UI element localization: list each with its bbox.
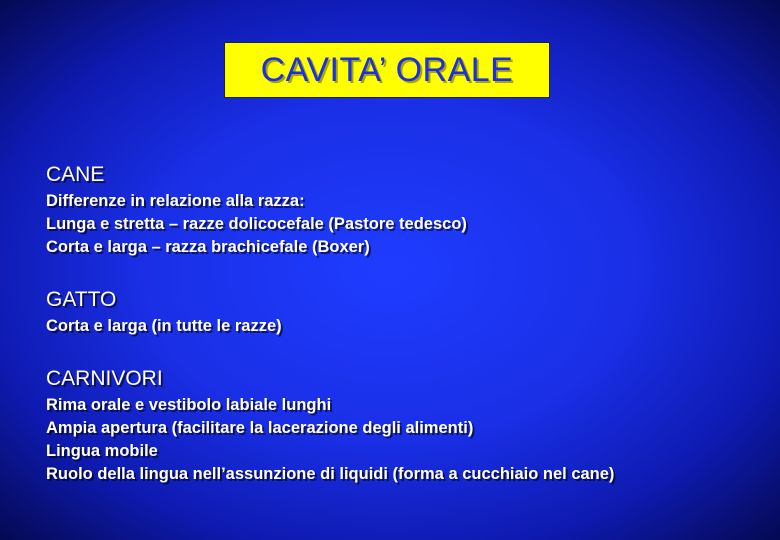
bullet-line: Ruolo della lingua nell’assunzione di liquidi (forma a cucchiaio nel cane) — [46, 465, 615, 483]
section-cane — [46, 160, 766, 259]
bullet-line: Lunga e stretta – razze dolicocefale (Pastore tedesco) — [46, 215, 467, 233]
bullet-line: Ampia apertura (facilitare la lacerazione degli alimenti) — [46, 419, 474, 437]
slide-title: CAVITA’ ORALE — [260, 50, 514, 89]
section-heading: CARNIVORI — [46, 367, 163, 390]
slide-title-box — [224, 42, 550, 98]
bullet-line: Lingua mobile — [46, 442, 158, 460]
slide-content — [46, 160, 766, 512]
bullet-line: Differenze in relazione alla razza: — [46, 192, 305, 210]
bullet-line: Corta e larga (in tutte le razze) — [46, 317, 282, 335]
section-carnivori — [46, 364, 766, 486]
bullet-line: Rima orale e vestibolo labiale lunghi — [46, 396, 332, 414]
section-heading: CANE — [46, 163, 105, 186]
section-gatto — [46, 285, 766, 338]
bullet-line: Corta e larga – razza brachicefale (Boxer) — [46, 238, 370, 256]
section-heading: GATTO — [46, 288, 117, 311]
